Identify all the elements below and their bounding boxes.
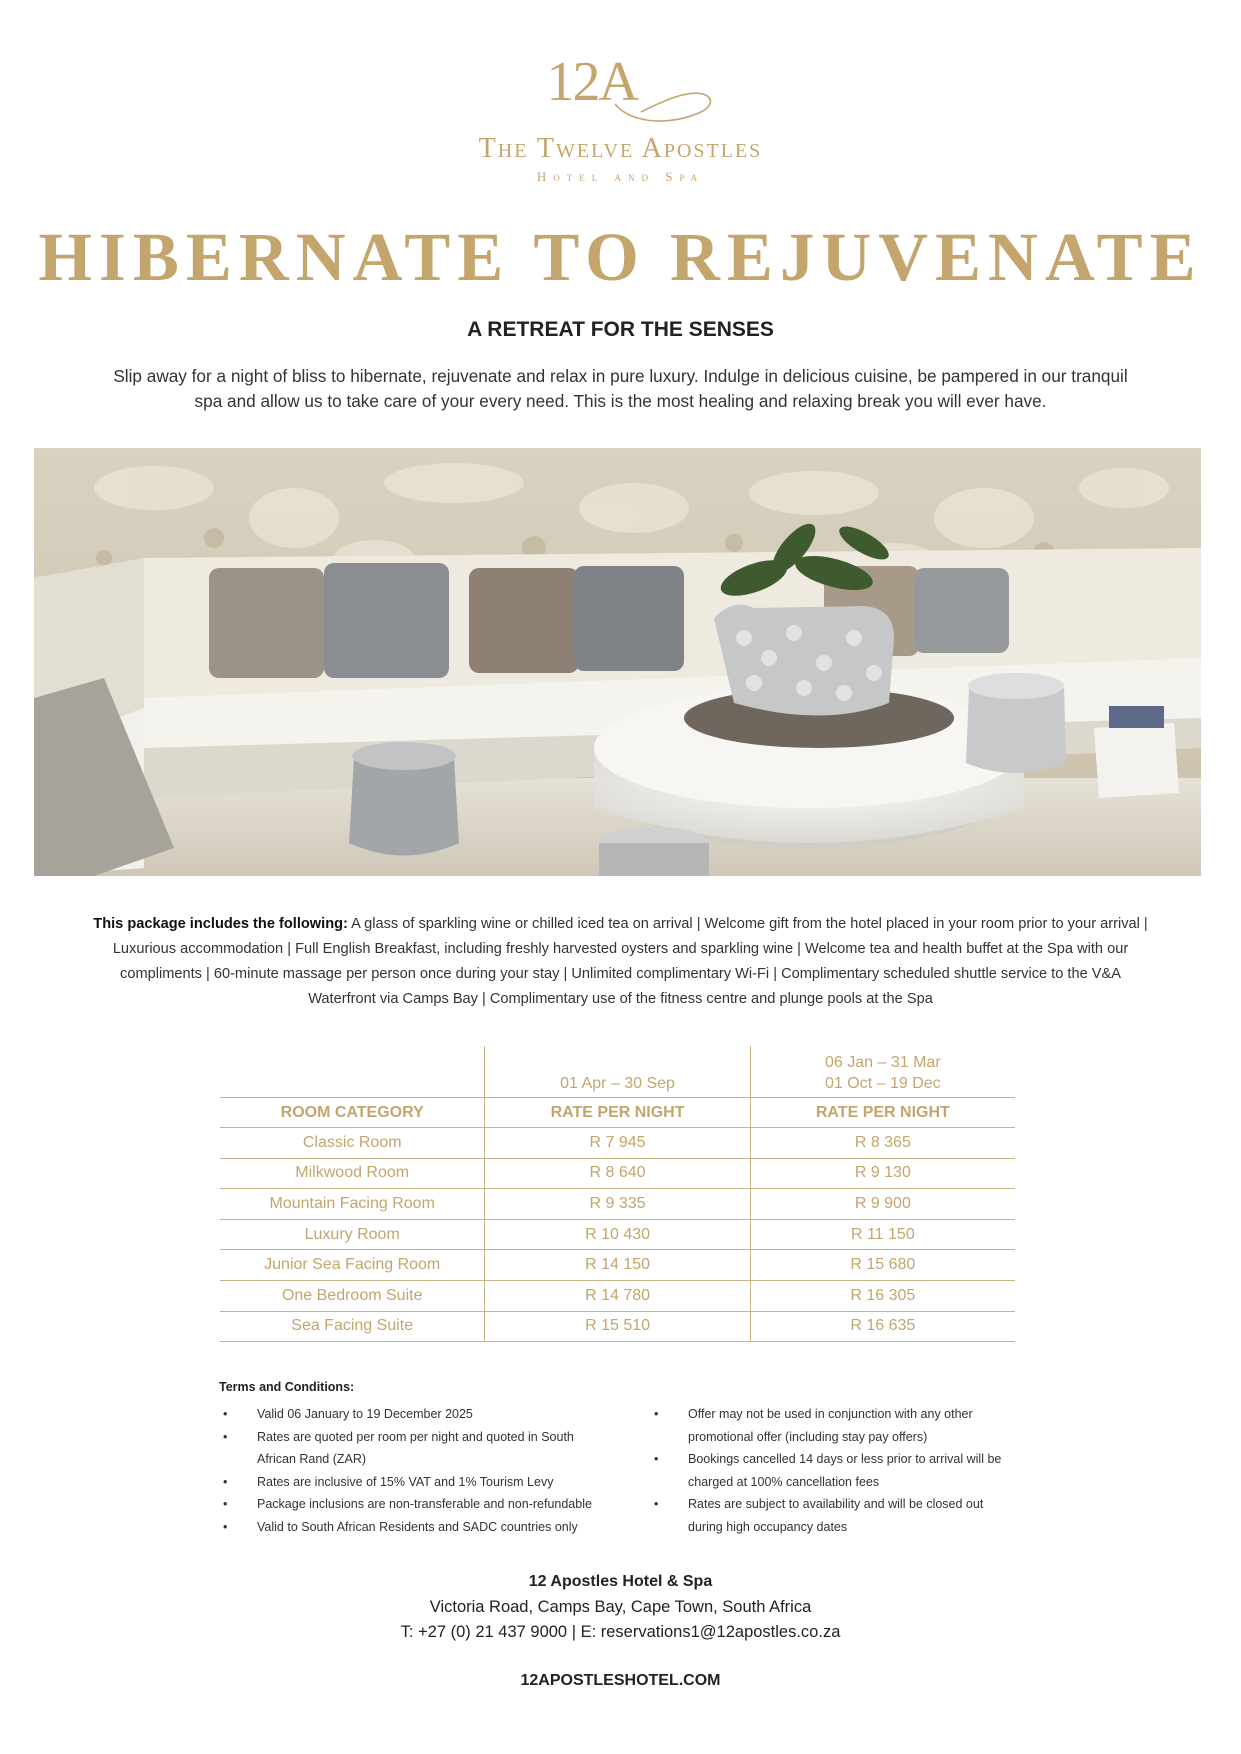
list-item: • Rates are quoted per room per night and quoted in South African Rand (ZAR) — [219, 1426, 609, 1471]
period-2-cell — [750, 1046, 1015, 1098]
rate-low-season: R 7 945 — [485, 1128, 750, 1159]
period-blank-cell — [220, 1046, 485, 1098]
rate-high-season: R 8 365 — [750, 1128, 1015, 1159]
terms-list-left — [219, 1403, 609, 1539]
table-row — [220, 1158, 1015, 1189]
table-row — [220, 1280, 1015, 1311]
rate-low-season: R 14 150 — [485, 1250, 750, 1281]
rate-high-season: R 16 635 — [750, 1311, 1015, 1342]
page-subheading: A RETREAT FOR THE SENSES — [467, 318, 774, 341]
room-name: One Bedroom Suite — [220, 1280, 485, 1311]
rates-header-row — [220, 1098, 1015, 1128]
room-name: Luxury Room — [220, 1219, 485, 1250]
room-name: Classic Room — [220, 1128, 485, 1159]
list-item: • Offer may not be used in conjunction with any other promotional offer (including stay pay offers) — [650, 1403, 1020, 1448]
footer-contact[interactable]: T: +27 (0) 21 437 9000 | E: reservations1@12apostles.co.za — [400, 1623, 841, 1641]
rate-high-season: R 11 150 — [750, 1219, 1015, 1250]
page-headline: HIBERNATE TO REJUVENATE — [38, 219, 1203, 295]
intro-paragraph: Slip away for a night of bliss to hibernate, rejuvenate and relax in pure luxury. Indulge in delicious cuisine, be pampered in our tranquil spa and allow us to take care of your every need. This is the most healing and relaxing break you will ever have. — [113, 366, 1128, 411]
logo-mark — [511, 52, 731, 126]
header-room-category: ROOM CATEGORY — [220, 1098, 485, 1128]
logo-name: The Twelve Apostles — [478, 133, 763, 164]
rates-period-row — [220, 1046, 1015, 1098]
terms-list-right — [650, 1403, 1020, 1539]
rates-table — [220, 1046, 1015, 1342]
rate-low-season: R 14 780 — [485, 1280, 750, 1311]
table-row — [220, 1189, 1015, 1220]
period-1: 01 Apr – 30 Sep — [560, 1075, 675, 1092]
room-name: Sea Facing Suite — [220, 1311, 485, 1342]
footer-address: Victoria Road, Camps Bay, Cape Town, South Africa — [429, 1598, 812, 1616]
period-2-line1: 06 Jan – 31 Mar — [825, 1054, 941, 1071]
footer-hotel-name: 12 Apostles Hotel & Spa — [528, 1573, 713, 1590]
list-item: • Rates are subject to availability and will be closed out during high occupancy dates — [650, 1493, 1020, 1538]
room-name: Mountain Facing Room — [220, 1189, 485, 1220]
spa-lounge-image — [34, 448, 1201, 876]
list-item: • Package inclusions are non-transferable and non-refundable — [219, 1493, 609, 1516]
table-row — [220, 1250, 1015, 1281]
terms-title: Terms and Conditions: — [219, 1380, 355, 1394]
spa-lounge-photo — [34, 448, 1201, 876]
includes-label: This package includes the following: — [93, 916, 348, 932]
period-2-line2: 01 Oct – 19 Dec — [825, 1075, 941, 1092]
room-name: Milkwood Room — [220, 1158, 485, 1189]
list-item: • Valid 06 January to 19 December 2025 — [219, 1403, 609, 1426]
logo-subtitle: Hotel and Spa — [536, 169, 705, 184]
rate-low-season: R 10 430 — [485, 1219, 750, 1250]
table-row — [220, 1128, 1015, 1159]
footer-website-link[interactable]: 12APOSTLESHOTEL.COM — [520, 1672, 721, 1689]
room-name: Junior Sea Facing Room — [220, 1250, 485, 1281]
hotel-logo — [0, 52, 1241, 185]
package-includes — [92, 912, 1149, 1012]
includes-text: A glass of sparkling wine or chilled iced tea on arrival | Welcome gift from the hotel placed in your room prior to your arrival | Luxurious accommodation | Full English Breakfast, including freshly harvested oysters and sparkling wine | Welcome tea and health buffet at the Spa with our compliments | 60-minute massage per person once during your stay | Unlimited complimentary Wi-Fi | Complimentary scheduled shuttle service to the V&A Waterfront via Camps Bay | Complimentary use of the fitness centre and plunge pools at the Spa — [112, 916, 1148, 1007]
rate-high-season: R 9 130 — [750, 1158, 1015, 1189]
rate-high-season: R 9 900 — [750, 1189, 1015, 1220]
header-rate-1: RATE PER NIGHT — [485, 1098, 750, 1128]
rate-low-season: R 15 510 — [485, 1311, 750, 1342]
table-row — [220, 1219, 1015, 1250]
rate-low-season: R 9 335 — [485, 1189, 750, 1220]
logo-swash-icon — [511, 52, 731, 126]
list-item: • Bookings cancelled 14 days or less prior to arrival will be charged at 100% cancellation fees — [650, 1448, 1020, 1493]
rate-high-season: R 16 305 — [750, 1280, 1015, 1311]
header-rate-2: RATE PER NIGHT — [750, 1098, 1015, 1128]
period-1-cell — [485, 1046, 750, 1098]
rate-high-season: R 15 680 — [750, 1250, 1015, 1281]
list-item: • Rates are inclusive of 15% VAT and 1% Tourism Levy — [219, 1471, 609, 1494]
rate-low-season: R 8 640 — [485, 1158, 750, 1189]
logo-monogram: 12A — [546, 51, 637, 113]
list-item: • Valid to South African Residents and SADC countries only — [219, 1516, 609, 1539]
table-row — [220, 1311, 1015, 1342]
